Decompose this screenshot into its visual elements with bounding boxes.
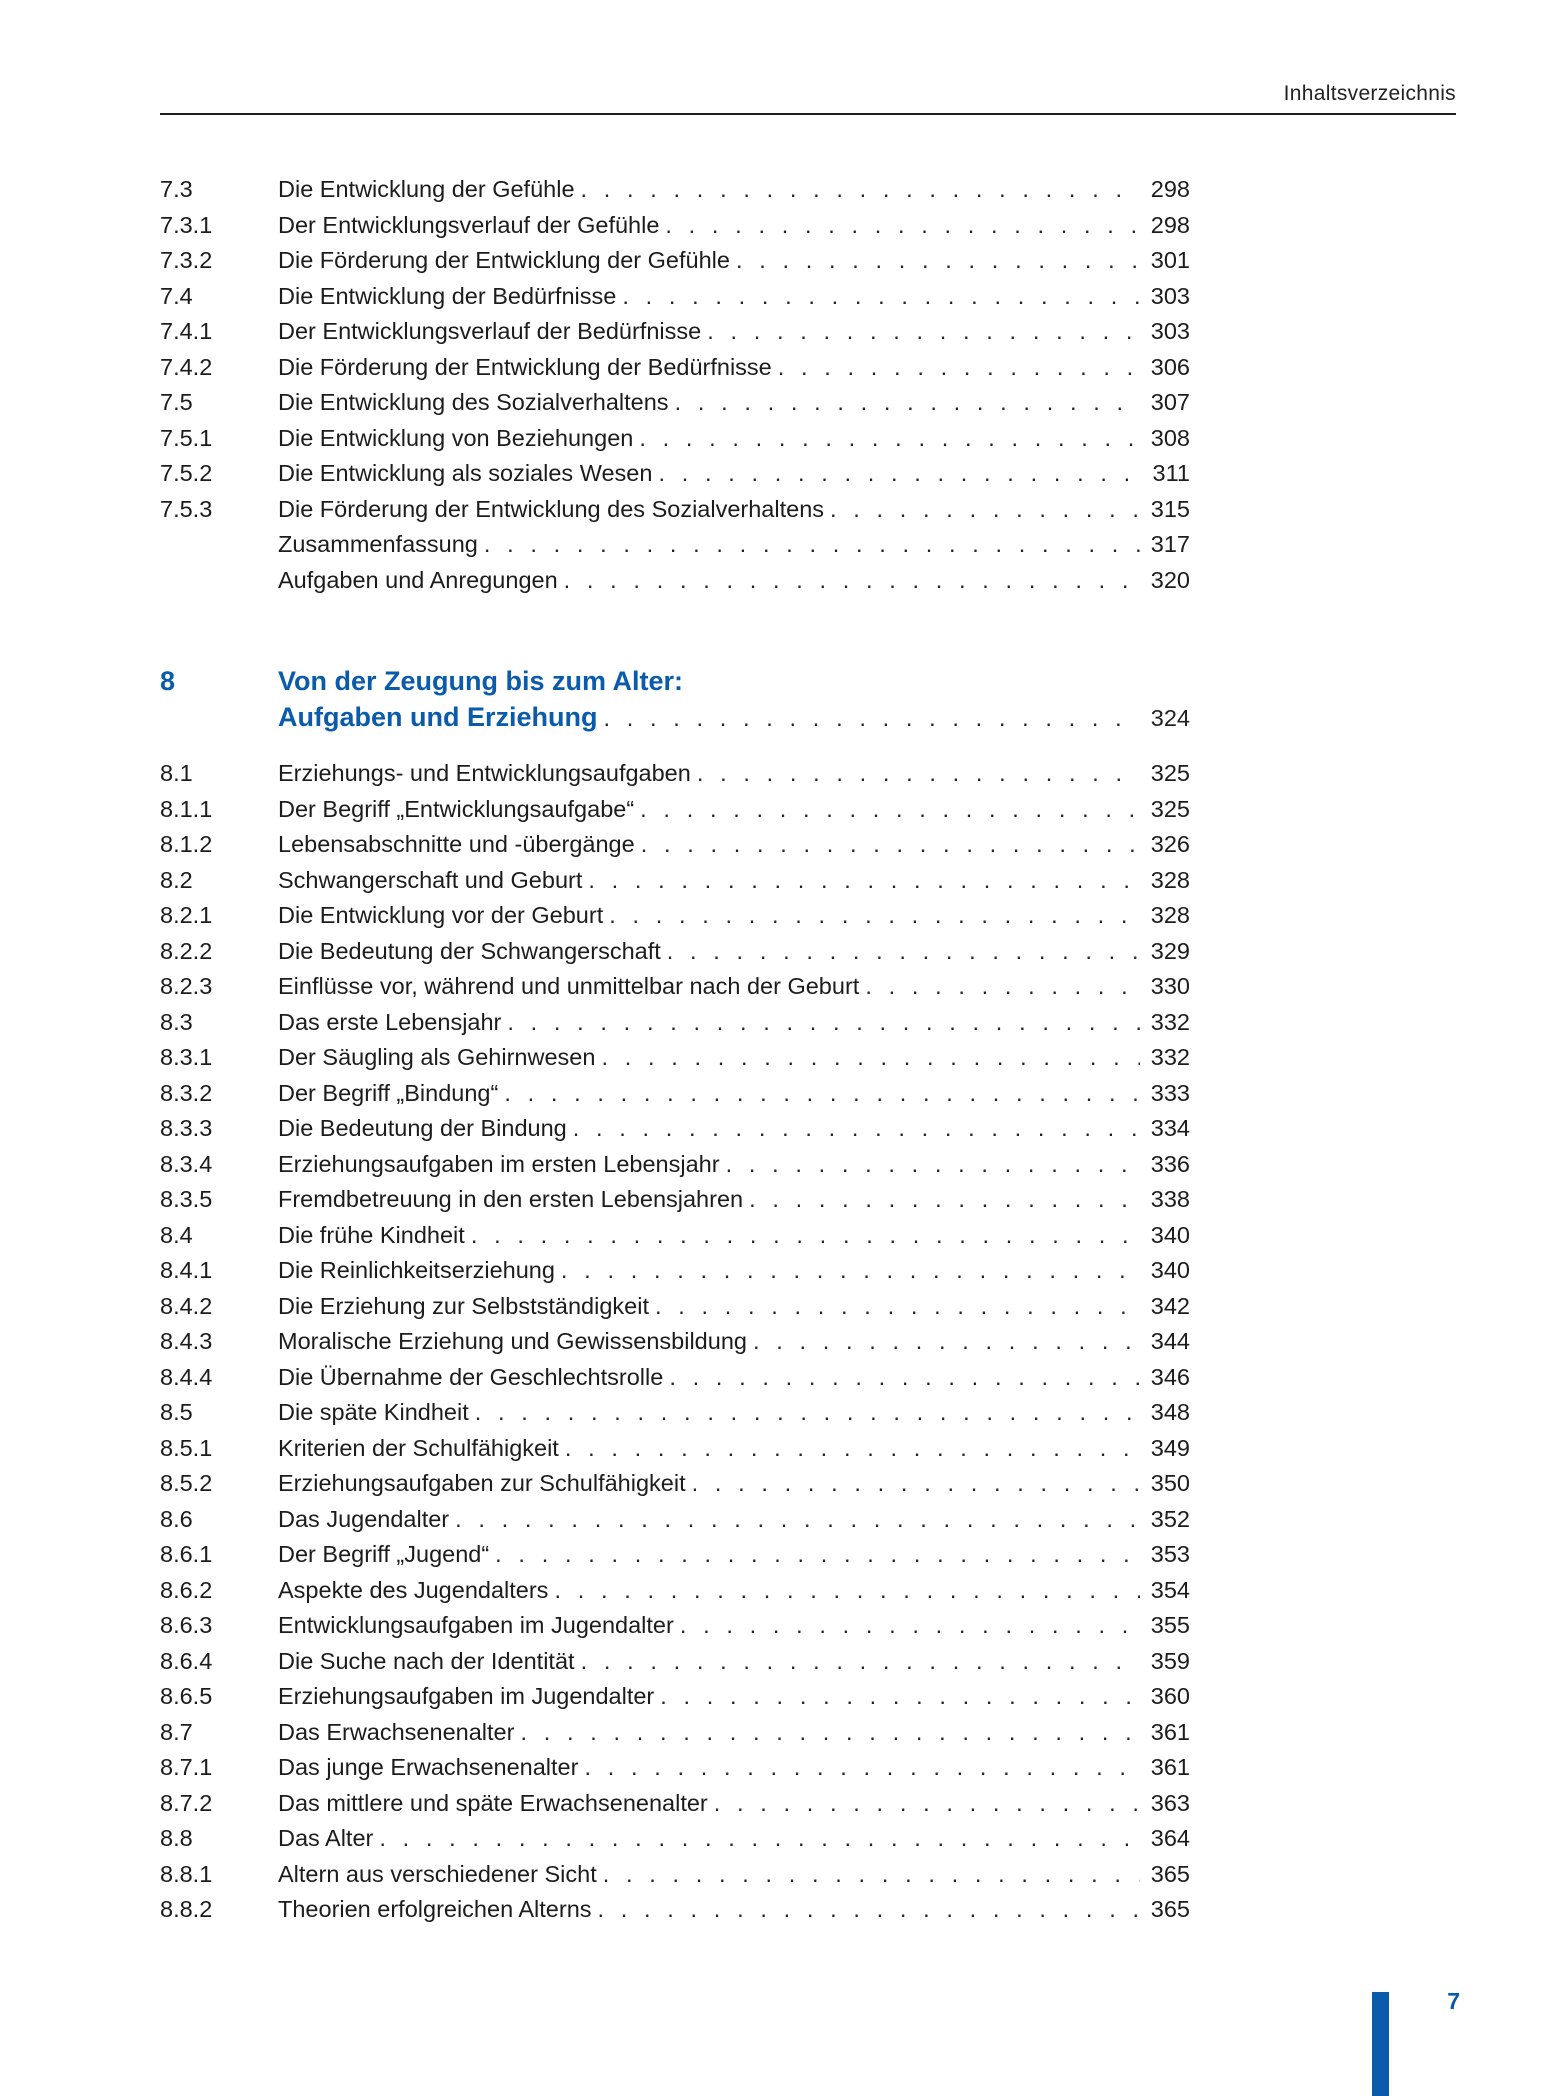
entry-number: 8.3.5 (160, 1186, 213, 1212)
entry-number: 8.3 (160, 1008, 193, 1035)
entry-number: 8.2.3 (160, 973, 213, 999)
entry-title: Die Übernahme der Geschlechtsrolle (278, 1363, 664, 1390)
entry-title: Einflüsse vor, während und unmittelbar nach der Geburt (278, 973, 860, 999)
entry-title: Der Säugling als Gehirnwesen (278, 1044, 596, 1070)
toc-entry[interactable] (160, 280, 1190, 312)
dot-leader (707, 315, 1140, 347)
entry-title: Entwicklungsaufgaben im Jugendalter (278, 1612, 674, 1638)
page-number: 7 (1447, 1988, 1460, 2014)
toc-entry[interactable] (160, 1006, 1190, 1038)
chapter-page: 324 (1150, 705, 1190, 731)
entry-number: 7.5.2 (160, 460, 213, 486)
toc-entry[interactable] (160, 1609, 1190, 1641)
toc-entry-exercises[interactable] (160, 564, 1190, 596)
toc-entry[interactable] (160, 315, 1190, 347)
entry-number: 8.7 (160, 1718, 193, 1745)
dot-leader (603, 700, 1140, 736)
chapter-title-line1: Von der Zeugung bis zum Alter: (278, 666, 683, 696)
dot-leader (495, 1538, 1140, 1570)
dot-leader (598, 1893, 1140, 1925)
entry-title: Die Förderung der Entwicklung des Sozialverhaltens (278, 495, 825, 522)
entry-number: 8.8.2 (160, 1896, 213, 1922)
entry-page: 330 (1150, 973, 1190, 999)
entry-title: Das Erwachsenenalter (278, 1718, 515, 1745)
entry-page: 298 (1150, 176, 1190, 202)
dot-leader (584, 1751, 1140, 1783)
chapter-title-line2: Aufgaben und Erziehung (278, 702, 598, 732)
entry-number: 7.5.1 (160, 424, 213, 451)
toc-entry[interactable] (160, 386, 1190, 418)
toc-entry[interactable] (160, 1645, 1190, 1677)
entry-title: Die Suche nach der Identität (278, 1647, 575, 1674)
entry-number: 8.4.1 (160, 1257, 213, 1283)
dot-leader (455, 1503, 1140, 1535)
toc-entry[interactable] (160, 457, 1190, 489)
entry-page: 332 (1150, 1008, 1190, 1035)
dot-leader (726, 1148, 1140, 1180)
dot-leader (692, 1467, 1140, 1499)
entry-title: Die Entwicklung vor der Geburt (278, 902, 604, 928)
toc-entry[interactable] (160, 493, 1190, 525)
entry-page: 348 (1150, 1399, 1190, 1425)
entry-number: 8.1.1 (160, 795, 213, 822)
page-marker-bar (1372, 1992, 1389, 2096)
entry-title: Die Entwicklung der Bedürfnisse (278, 282, 617, 309)
entry-page: 332 (1150, 1044, 1190, 1070)
entry-title: Erziehungs- und Entwicklungsaufgaben (278, 760, 691, 786)
toc-entry[interactable] (160, 1396, 1190, 1428)
entry-page: 340 (1150, 1221, 1190, 1248)
toc-entry[interactable] (160, 244, 1190, 276)
dot-leader (655, 1290, 1140, 1322)
toc-entry[interactable] (160, 1538, 1190, 1570)
entry-page: 329 (1150, 937, 1190, 964)
toc-entry[interactable] (160, 1858, 1190, 1890)
dot-leader (609, 899, 1140, 931)
toc-entry[interactable] (160, 970, 1190, 1002)
entry-title: Fremdbetreuung in den ersten Lebensjahren (278, 1186, 744, 1212)
entry-title: Aspekte des Jugendalters (278, 1576, 549, 1603)
entry-title: Die Bedeutung der Bindung (278, 1115, 567, 1141)
entry-title: Kriterien der Schulfähigkeit (278, 1434, 559, 1461)
entry-number: 8.2 (160, 866, 193, 893)
entry-title: Altern aus verschiedener Sicht (278, 1860, 597, 1887)
entry-title: Die Entwicklung des Sozialverhaltens (278, 389, 669, 415)
entry-number: 8.6.4 (160, 1647, 213, 1674)
dot-leader (603, 1858, 1140, 1890)
entry-page: 360 (1150, 1683, 1190, 1709)
entry-number: 8.8.1 (160, 1860, 213, 1887)
dot-leader (640, 793, 1140, 825)
entry-number: 8.6.3 (160, 1612, 213, 1638)
entry-page: 325 (1150, 760, 1190, 786)
dot-leader (379, 1822, 1140, 1854)
toc-entry[interactable] (160, 1112, 1190, 1144)
toc-entry[interactable] (160, 1787, 1190, 1819)
toc-entry[interactable] (160, 1680, 1190, 1712)
dot-leader (697, 757, 1140, 789)
entry-title: Zusammenfassung (278, 531, 478, 557)
entry-page: 361 (1150, 1718, 1190, 1745)
dot-leader (564, 564, 1140, 596)
entry-number: 8.5 (160, 1399, 193, 1425)
entry-title: Die Entwicklung der Gefühle (278, 176, 575, 202)
entry-page: 344 (1150, 1328, 1190, 1354)
toc-entry[interactable] (160, 757, 1190, 789)
entry-title: Der Entwicklungsverlauf der Bedürfnisse (278, 318, 702, 344)
entry-title: Schwangerschaft und Geburt (278, 866, 583, 893)
dot-leader (753, 1325, 1140, 1357)
dot-leader (581, 173, 1140, 205)
dot-leader (507, 1006, 1140, 1038)
dot-leader (865, 970, 1140, 1002)
entry-page: 301 (1150, 247, 1190, 273)
entry-number: 8.4 (160, 1221, 193, 1248)
dot-leader (601, 1041, 1140, 1073)
toc-entry[interactable] (160, 1148, 1190, 1180)
entry-number: 8.2.2 (160, 937, 213, 964)
entry-number: 8.7.1 (160, 1754, 213, 1780)
dot-leader (641, 828, 1140, 860)
toc-entry[interactable] (160, 1219, 1190, 1251)
entry-number: 8.8 (160, 1825, 193, 1851)
dot-leader (573, 1112, 1140, 1144)
toc-entry[interactable] (160, 351, 1190, 383)
entry-title: Lebensabschnitte und -übergänge (278, 831, 635, 857)
entry-title: Moralische Erziehung und Gewissensbildung (278, 1328, 747, 1354)
toc-entry[interactable] (160, 422, 1190, 454)
toc-entry-summary[interactable] (160, 528, 1190, 560)
entry-title: Die späte Kindheit (278, 1399, 469, 1425)
entry-page: 361 (1150, 1754, 1190, 1780)
entry-number: 8.5.2 (160, 1470, 213, 1496)
entry-page: 363 (1150, 1789, 1190, 1816)
dot-leader (561, 1254, 1140, 1286)
entry-page: 333 (1150, 1079, 1190, 1106)
entry-page: 306 (1150, 353, 1190, 380)
entry-page: 334 (1150, 1115, 1190, 1141)
toc-entry[interactable] (160, 899, 1190, 931)
entry-number: 8.4.3 (160, 1328, 213, 1354)
toc-entry[interactable] (160, 1361, 1190, 1393)
entry-page: 365 (1150, 1896, 1190, 1922)
toc-entry[interactable] (160, 1290, 1190, 1322)
dot-leader (565, 1432, 1140, 1464)
entry-number: 8.2.1 (160, 902, 213, 928)
dot-leader (504, 1077, 1140, 1109)
entry-page: 349 (1150, 1434, 1190, 1461)
entry-page: 325 (1150, 795, 1190, 822)
entry-title: Der Begriff „Entwicklungsaufgabe“ (278, 795, 635, 822)
toc-entry[interactable] (160, 1041, 1190, 1073)
entry-number: 8.6.5 (160, 1683, 213, 1709)
entry-number: 8.6 (160, 1505, 193, 1532)
entry-page: 303 (1150, 318, 1190, 344)
entry-number: 8.3.1 (160, 1044, 213, 1070)
dot-leader (581, 1645, 1140, 1677)
entry-page: 308 (1150, 424, 1190, 451)
entry-page: 365 (1150, 1860, 1190, 1887)
entry-page: 311 (1152, 460, 1190, 486)
entry-page: 315 (1150, 495, 1190, 522)
toc-entry[interactable] (160, 1822, 1190, 1854)
toc-entry[interactable] (160, 935, 1190, 967)
toc-entry[interactable] (160, 1467, 1190, 1499)
toc-entry[interactable] (160, 1183, 1190, 1215)
toc-entry[interactable] (160, 209, 1190, 241)
entry-title: Der Begriff „Jugend“ (278, 1541, 490, 1567)
dot-leader (475, 1396, 1140, 1428)
entry-page: 350 (1150, 1470, 1190, 1496)
entry-title: Die Reinlichkeitserziehung (278, 1257, 555, 1283)
entry-page: 359 (1150, 1647, 1190, 1674)
entry-page: 326 (1150, 831, 1190, 857)
toc-entry[interactable] (160, 1432, 1190, 1464)
dot-leader (665, 209, 1140, 241)
dot-leader (749, 1183, 1140, 1215)
entry-page: 328 (1150, 902, 1190, 928)
header-rule (160, 113, 1456, 115)
entry-page: 353 (1150, 1541, 1190, 1567)
entry-title: Erziehungsaufgaben im Jugendalter (278, 1683, 655, 1709)
entry-number: 8.3.2 (160, 1079, 213, 1106)
toc-entry[interactable] (160, 864, 1190, 896)
entry-number: 8.1.2 (160, 831, 213, 857)
toc-entry[interactable] (160, 1751, 1190, 1783)
entry-title: Das mittlere und späte Erwachsenenalter (278, 1789, 708, 1816)
entry-title: Das erste Lebensjahr (278, 1008, 502, 1035)
entry-page: 303 (1150, 282, 1190, 309)
dot-leader (675, 386, 1140, 418)
toc-entry[interactable] (160, 1716, 1190, 1748)
entry-page: 355 (1150, 1612, 1190, 1638)
entry-number: 7.3 (160, 176, 193, 202)
chapter-number: 8 (160, 666, 176, 696)
toc-entry[interactable] (160, 1325, 1190, 1357)
entry-title: Das Jugendalter (278, 1505, 450, 1532)
dot-leader (680, 1609, 1140, 1641)
entry-title: Das junge Erwachsenenalter (278, 1754, 579, 1780)
entry-page: 346 (1150, 1363, 1190, 1390)
dot-leader (471, 1219, 1140, 1251)
entry-page: 338 (1150, 1186, 1190, 1212)
entry-title: Die Entwicklung als soziales Wesen (278, 460, 653, 486)
entry-number: 7.4.2 (160, 353, 213, 380)
entry-title: Erziehungsaufgaben zur Schulfähigkeit (278, 1470, 686, 1496)
entry-title: Aufgaben und Anregungen (278, 566, 558, 593)
entry-number: 8.4.2 (160, 1292, 213, 1319)
dot-leader (554, 1574, 1140, 1606)
entry-number: 7.5 (160, 389, 193, 415)
entry-number: 7.3.2 (160, 247, 213, 273)
entry-title: Die frühe Kindheit (278, 1221, 465, 1248)
entry-number: 8.5.1 (160, 1434, 213, 1461)
entry-title: Die Bedeutung der Schwangerschaft (278, 937, 661, 964)
toc-entry[interactable] (160, 173, 1190, 205)
toc-entry[interactable] (160, 1893, 1190, 1925)
entry-title: Das Alter (278, 1825, 374, 1851)
entry-number: 8.6.2 (160, 1576, 213, 1603)
entry-page: 342 (1150, 1292, 1190, 1319)
dot-leader (588, 864, 1140, 896)
entry-number: 8.4.4 (160, 1363, 213, 1390)
entry-page: 364 (1150, 1825, 1190, 1851)
entry-number: 8.7.2 (160, 1789, 213, 1816)
entry-page: 354 (1150, 1576, 1190, 1603)
entry-page: 352 (1150, 1505, 1190, 1532)
dot-leader (669, 1361, 1140, 1393)
dot-leader (484, 528, 1140, 560)
toc-entry[interactable] (160, 1254, 1190, 1286)
entry-page: 317 (1150, 531, 1190, 557)
toc-entry[interactable] (160, 793, 1190, 825)
entry-title: Die Förderung der Entwicklung der Bedürfnisse (278, 353, 772, 380)
entry-number: 8.1 (160, 760, 193, 786)
entry-page: 298 (1150, 211, 1190, 238)
entry-title: Die Förderung der Entwicklung der Gefühle (278, 247, 730, 273)
entry-number: 7.4.1 (160, 318, 213, 344)
entry-title: Der Entwicklungsverlauf der Gefühle (278, 211, 660, 238)
entry-number: 8.3.3 (160, 1115, 213, 1141)
entry-page: 336 (1150, 1150, 1190, 1177)
dot-leader (778, 351, 1140, 383)
toc-entry[interactable] (160, 1077, 1190, 1109)
running-header-title: Inhaltsverzeichnis (1283, 82, 1456, 105)
entry-number: 7.4 (160, 282, 193, 309)
entry-page: 307 (1150, 389, 1190, 415)
toc-entry[interactable] (160, 1503, 1190, 1535)
entry-title: Erziehungsaufgaben im ersten Lebensjahr (278, 1150, 720, 1177)
dot-leader (520, 1716, 1140, 1748)
dot-leader (660, 1680, 1140, 1712)
entry-title: Die Entwicklung von Beziehungen (278, 424, 634, 451)
entry-number: 7.5.3 (160, 495, 213, 522)
entry-title: Der Begriff „Bindung“ (278, 1079, 499, 1106)
toc-entry[interactable] (160, 1574, 1190, 1606)
entry-number: 7.3.1 (160, 211, 213, 238)
entry-page: 340 (1150, 1257, 1190, 1283)
entry-title: Theorien erfolgreichen Alterns (278, 1896, 592, 1922)
dot-leader (714, 1787, 1140, 1819)
entry-page: 328 (1150, 866, 1190, 893)
dot-leader (622, 280, 1140, 312)
entry-title: Die Erziehung zur Selbstständigkeit (278, 1292, 649, 1319)
dot-leader (667, 935, 1140, 967)
entry-number: 8.6.1 (160, 1541, 213, 1567)
dot-leader (830, 493, 1140, 525)
dot-leader (639, 422, 1140, 454)
dot-leader (658, 457, 1140, 489)
dot-leader (736, 244, 1140, 276)
entry-page: 320 (1150, 566, 1190, 593)
entry-number: 8.3.4 (160, 1150, 213, 1177)
toc-entry[interactable] (160, 828, 1190, 860)
